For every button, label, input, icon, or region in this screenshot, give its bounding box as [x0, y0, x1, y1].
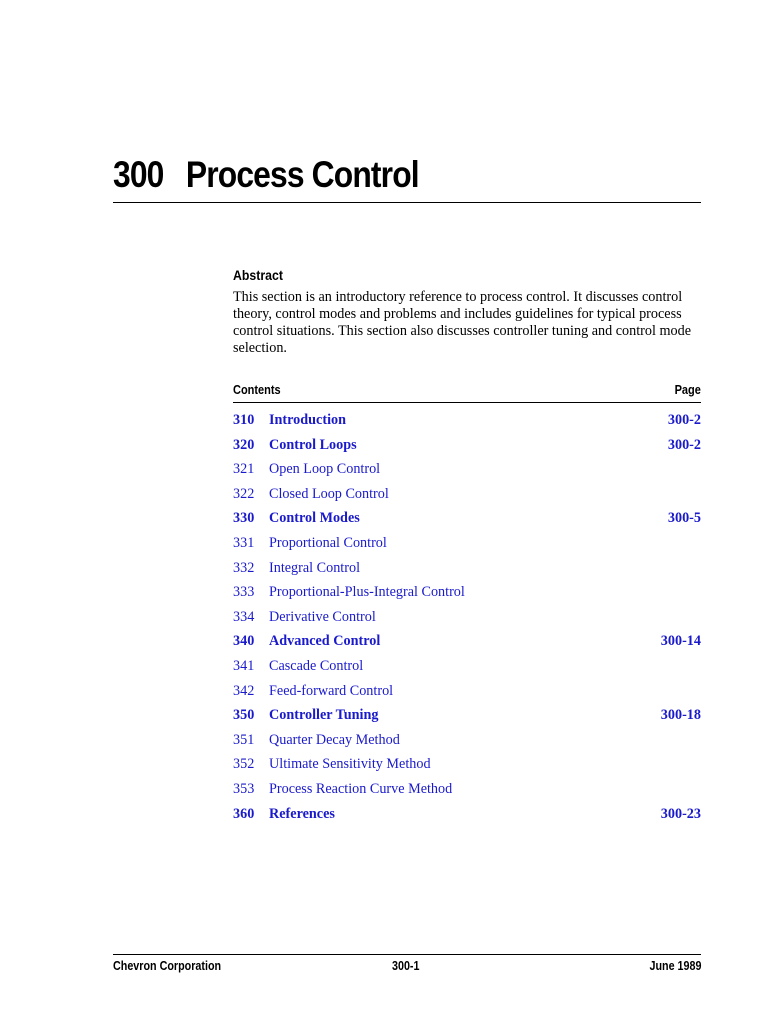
toc-entry-number[interactable]: 333 [233, 584, 255, 601]
toc-entry-number[interactable]: 320 [233, 436, 255, 453]
toc-entry-333[interactable] [233, 580, 701, 605]
toc-entry-title[interactable]: Process Reaction Curve Method [269, 780, 453, 797]
toc-entry-title[interactable]: References [269, 805, 335, 822]
toc-entry-number[interactable]: 332 [233, 559, 255, 576]
toc-entry-title[interactable]: Advanced Control [269, 633, 381, 650]
toc-entry-352[interactable] [233, 752, 701, 777]
toc-entry-title[interactable]: Introduction [269, 412, 346, 428]
toc-entry-350[interactable] [233, 703, 701, 728]
toc-entry-title[interactable]: Proportional Control [269, 534, 387, 551]
abstract-heading: Abstract [233, 267, 283, 283]
toc-entry-title[interactable]: Open Loop Control [269, 461, 381, 478]
toc-entry-page[interactable]: 300-23 [660, 805, 701, 822]
abstract-body: This section is an introductory reference to process control. It discusses control theory, control modes and problems and includes guidelines for typical process control situations. This section also discusses controller tuning and control mode selection. [233, 289, 692, 356]
toc-entry-number[interactable]: 322 [233, 485, 255, 502]
chapter-title [113, 152, 419, 198]
toc-entry-number[interactable]: 340 [233, 633, 255, 650]
toc-entry-number[interactable]: 353 [233, 780, 255, 797]
toc-entry-title[interactable]: Control Loops [269, 436, 357, 453]
toc-entry-number[interactable]: 341 [233, 657, 255, 674]
toc-entry-332[interactable] [233, 556, 701, 581]
toc-entry-title[interactable]: Quarter Decay Method [269, 731, 400, 748]
toc-entry-title[interactable]: Feed-forward Control [269, 682, 394, 699]
toc-entry-number[interactable]: 342 [233, 682, 255, 699]
toc-entry-page[interactable]: 300-5 [667, 510, 701, 527]
footer-date: June 1989 [648, 959, 701, 973]
toc-entry-title[interactable]: Closed Loop Control [269, 485, 389, 502]
toc-entry-310[interactable] [233, 408, 701, 433]
toc-entry-page[interactable]: 300-2 [667, 436, 701, 453]
table-of-contents [233, 408, 701, 826]
page-column-label: Page [674, 383, 701, 397]
toc-entry-number[interactable]: 334 [233, 608, 255, 625]
toc-entry-330[interactable] [233, 506, 701, 531]
footer-publisher: Chevron Corporation [113, 959, 222, 973]
toc-entry-number[interactable]: 351 [233, 731, 255, 748]
toc-entry-number[interactable]: 310 [233, 412, 255, 428]
toc-entry-title[interactable]: Derivative Control [269, 608, 376, 625]
contents-label: Contents [233, 383, 281, 397]
toc-entry-page[interactable]: 300-2 [667, 412, 701, 428]
toc-entry-351[interactable] [233, 728, 701, 753]
toc-entry-320[interactable] [233, 433, 701, 458]
footer-divider [113, 954, 701, 955]
toc-entry-321[interactable] [233, 457, 701, 482]
toc-entry-342[interactable] [233, 679, 701, 704]
toc-entry-340[interactable] [233, 629, 701, 654]
toc-entry-number[interactable]: 331 [233, 534, 255, 551]
toc-entry-title[interactable]: Ultimate Sensitivity Method [269, 756, 431, 773]
toc-entry-number[interactable]: 321 [233, 461, 255, 478]
toc-entry-title[interactable]: Integral Control [269, 559, 361, 576]
toc-entry-title[interactable]: Control Modes [269, 510, 360, 527]
toc-entry-number[interactable]: 360 [233, 805, 255, 822]
toc-entry-page[interactable]: 300-14 [660, 633, 701, 650]
title-divider [113, 202, 701, 203]
toc-entry-page[interactable]: 300-18 [660, 707, 701, 724]
footer-page-number: 300-1 [392, 959, 420, 973]
toc-entry-322[interactable] [233, 482, 701, 507]
toc-entry-title[interactable]: Controller Tuning [269, 707, 379, 724]
toc-entry-360[interactable] [233, 802, 701, 827]
toc-entry-341[interactable] [233, 654, 701, 679]
chapter-name: Process Control [185, 154, 419, 195]
toc-entry-353[interactable] [233, 777, 701, 802]
toc-entry-title[interactable]: Proportional-Plus-Integral Control [269, 584, 465, 601]
toc-entry-331[interactable] [233, 531, 701, 556]
toc-entry-334[interactable] [233, 605, 701, 630]
toc-entry-number[interactable]: 352 [233, 756, 255, 773]
toc-entry-number[interactable]: 330 [233, 510, 255, 527]
contents-header [233, 382, 701, 403]
toc-entry-number[interactable]: 350 [233, 707, 255, 724]
chapter-number: 300 [113, 154, 164, 195]
toc-entry-title[interactable]: Cascade Control [269, 657, 364, 674]
